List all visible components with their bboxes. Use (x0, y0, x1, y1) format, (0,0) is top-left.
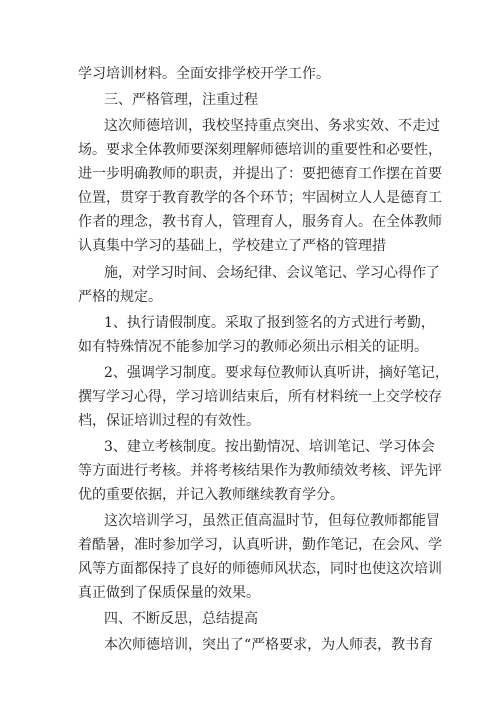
text-line: 等方面进行考核。并将考核结果作为教师绩效考核、评先评 (78, 463, 442, 479)
text-line: 风等方面都保持了良好的师德师风状态，同时也使这次培训 (78, 561, 442, 577)
text-line: 着酷暑，准时参加学习，认真听讲，勤作笔记，在会风、学 (78, 537, 442, 553)
text-line: 学习培训材料。全面安排学校开学工作。 (78, 66, 330, 82)
text-line: 位置，贯穿于教育教学的各个环节；牢固树立人人是德育工 (78, 190, 442, 206)
text-line: 这次师德培训，我校坚持重点突出、务求实效、不走过 (104, 118, 440, 134)
text-line: 施，对学习时间、会场纪律、会议笔记、学习心得作了 (104, 265, 440, 281)
text-line: 如有特殊情况不能参加学习的教师必须出示相关的证明。 (78, 339, 428, 355)
text-line: 作者的理念，教书育人，管理育人，服务育人。在全体教师 (78, 214, 442, 230)
text-line: 本次师德培训，突出了“严格要求，为人师表，教书育 (104, 637, 434, 653)
text-line: 进一步明确教师的职责，并提出了：要把德育工作摆在首要 (78, 166, 442, 182)
section-heading: 三、严格管理，注重过程 (104, 92, 258, 108)
section-heading: 四、不断反思，总结提高 (104, 611, 258, 627)
text-line: 认真集中学习的基础上，学校建立了严格的管理措 (78, 238, 386, 254)
text-line: 场。要求全体教师要深刻理解师德培训的重要性和必要性， (78, 142, 442, 158)
text-line: 2、强调学习制度。要求每位教师认真听讲，摘好笔记， (104, 365, 449, 381)
text-line: 撰写学习心得，学习培训结束后，所有材料统一上交学校存 (78, 389, 442, 405)
text-line: 3、建立考核制度。按出勤情况、培训笔记、学习体会 (104, 439, 435, 455)
text-line: 1、执行请假制度。采取了报到签名的方式进行考勤， (104, 315, 435, 331)
text-line: 严格的规定。 (78, 289, 162, 305)
text-line: 真正做到了保质保量的效果。 (78, 585, 260, 601)
text-line: 优的重要依据，并记入教师继续教育学分。 (78, 487, 344, 503)
text-line: 这次培训学习，虽然正值高温时节，但每位教师都能冒 (104, 513, 440, 529)
text-line: 档，保证培训过程的有效性。 (78, 413, 260, 429)
